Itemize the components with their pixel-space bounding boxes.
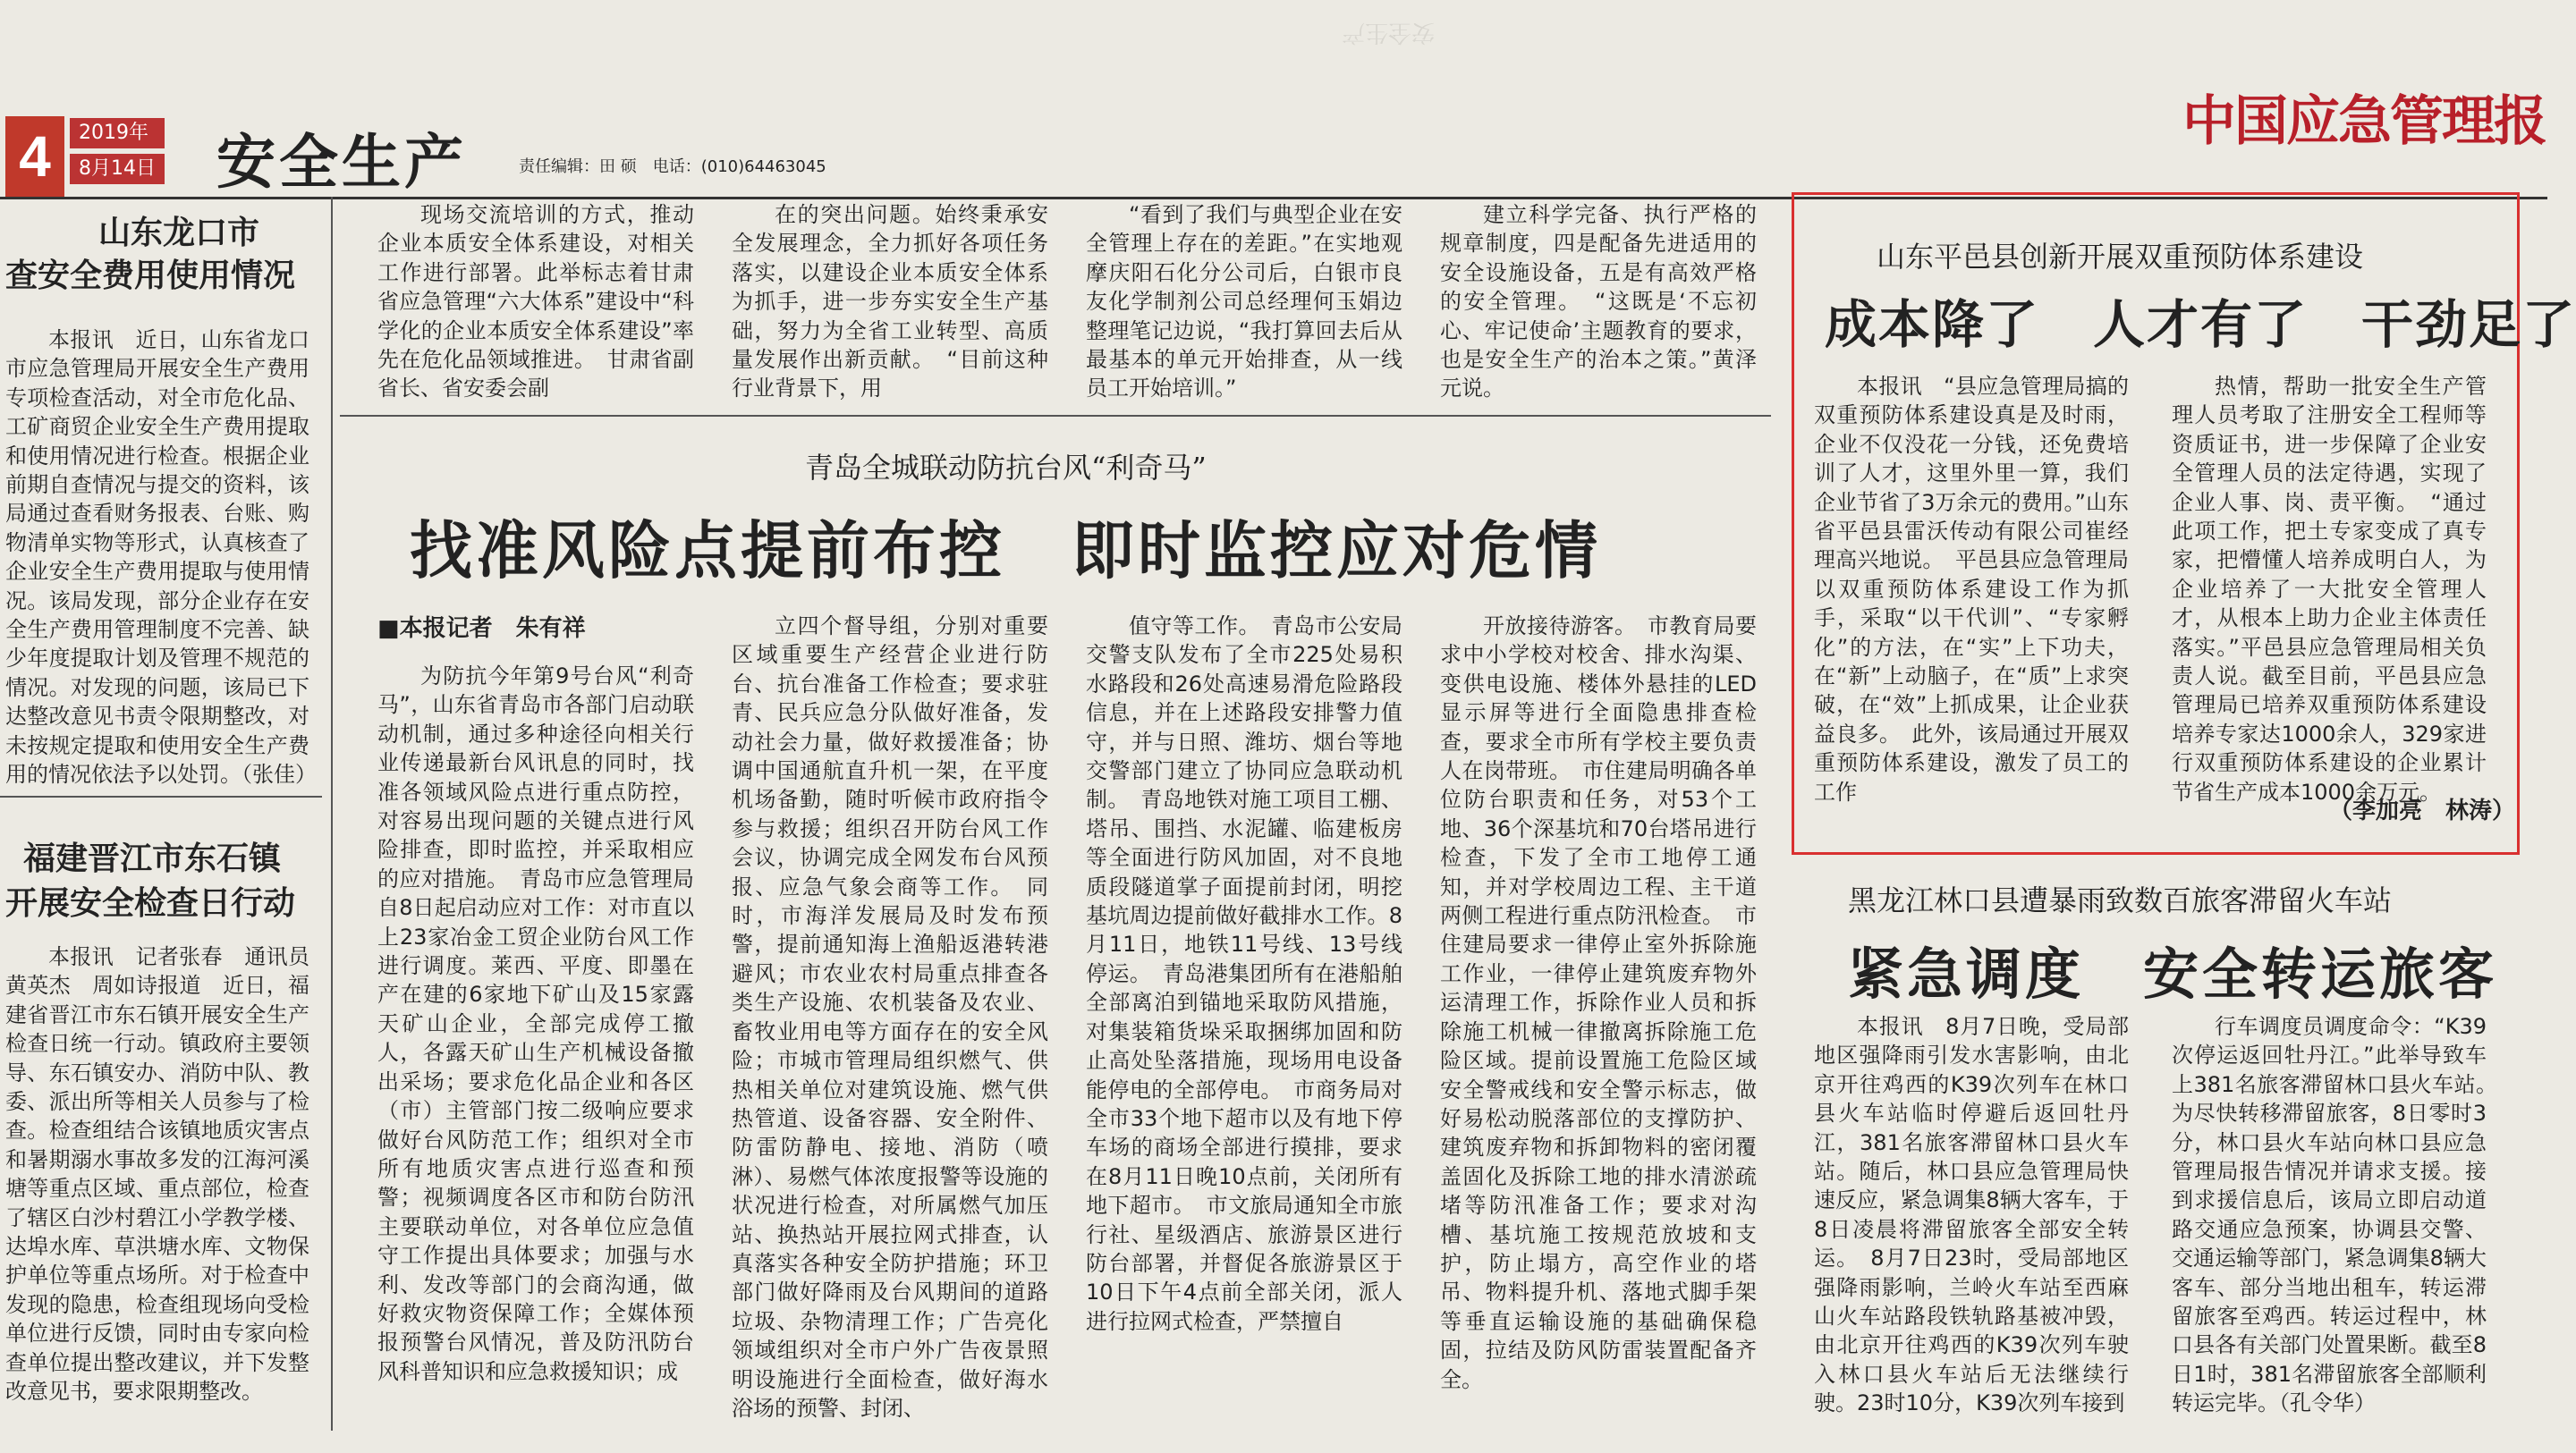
bleed-through-text: 安全生产 <box>1342 19 1436 46</box>
left1-title-line1: 山东龙口市 <box>98 214 260 251</box>
main-col1: 为防抗今年第9号台风“利奇马”，山东省青岛市各部门启动联动机制，通过多种途径向相关行业传递最新台风讯息的同时，找准各领域风险点进行重点防控，对容易出现问题的关键点进行风险排查，即时监控，并采取相应的应对措施。 青岛市应急管理局自8日起启动应对工作：对市直以上23家冶金工贸企业防台风工作进行调度。莱西、平度、即墨在产在建的6家地下矿山及15家露天矿山企业，全部完成停工撤人，各露天矿山生产机械设备撤出采场；要求危化品企业和各区（市）主管部门按二级响应要求做好台风防范工作；组织对全市所有地质灾害点进行巡查和预警；视频调度各区市和防台防汛主要联动单位，对各单位应急值守工作提出具体要求；加强与水利、发改等部门的会商沟通，做好救灾物资保障工作；全媒体预报预警台风情况，普及防汛防台风科普知识和应急救援知识；成 <box>377 663 694 1384</box>
left1-body: 本报讯 近日，山东省龙口市应急管理局开展安全生产费用专项检查活动，对全市危化品、工矿商贸企业安全生产费用提取和使用情况进行检查。根据企业前期自查情况与提交的资料，该局通过查看财务报表、台账、购物清单实物等形式，认真核查了企业安全生产费用提取与使用情况。该局发现，部分企业存在安全生产费用管理制度不完善、缺少年度提取计划及管理不规范的情况。对发现的问题，该局已下达整改意见书责令限期整改，对未按规定提取和使用安全生产费用的情况依法予以处罚。（张佳） <box>5 327 317 788</box>
editor-line: 责任编辑：田 硕 电话：(010)64463045 <box>519 157 826 176</box>
issue-day: 8月14日 <box>70 154 165 184</box>
top-cont-col1: 现场交流培训的方式，推动企业本质安全体系建设，对相关工作进行部署。此举标志着甘肃省应急管理“六大体系”建设中“科学化的企业本质安全体系建设”率先在危化品领域推进。 甘肃省副省长、省安委会副 <box>377 202 694 401</box>
box-col2: 热情，帮助一批安全生产管理人员考取了注册安全工程师等资质证书，进一步保障了企业安全管理人员的法定待遇，实现了企业人事、岗、责平衡。 “通过此项工作，把土专家变成了真专家，把懵懂人培养成明白人，为企业培养了一大批安全管理人才，从根本上助力企业主体责任落实。”平邑县应急管理局相关负责人说。截至目前，平邑县应急管理局已培养双重预防体系建设培养专家达1000余人，329家进行双重预防体系建设的企业累计节省生产成本1000余万元。 <box>2172 374 2487 805</box>
br-col1: 本报讯 8月7日晚，受局部地区强降雨引发水害影响，由北京开往鸡西的K39次列车在林口县火车站临时停避后返回牡丹江，381名旅客滞留林口县火车站。随后，林口县应急管理局快速反应，紧急调集8辆大客车，于8日凌晨将滞留旅客全部安全转运。 8月7日23时，受局部地区强降雨影响，兰岭火车站至西麻山火车站路段铁轨路基被冲毁，由北京开往鸡西的K39次列车驶入林口县火车站后无法继续行驶。23时10分，K39次列车接到 <box>1814 1014 2129 1416</box>
box-kicker: 山东平邑县创新开展双重预防体系建设 <box>1877 240 2364 274</box>
issue-date <box>70 118 165 190</box>
top-cont-col4: 建立科学完备、执行严格的规章制度，四是配备先进适用的安全设施设备，五是有高效严格的安全管理。 “这既是‘不忘初心、牢记使命’主题教育的要求，也是安全生产的治本之策。”黄泽元说。 <box>1440 202 1757 401</box>
br-headline: 紧急调度 安全转运旅客 <box>1848 942 2498 1007</box>
box-col1: 本报讯 “县应急管理局搞的双重预防体系建设真是及时雨，企业不仅没花一分钱，还免费培训了人才，这里外里一算，我们企业节省了3万余元的费用。”山东省平邑县雷沃传动有限公司崔经理高兴地说。 平邑县应急管理局以双重预防体系建设工作为抓手，采取“以干代训”、“专家孵化”的方法，在“实”上下功夫，在“新”上动脑子，在“质”上求突破，在“效”上抓成果，让企业获益良多。 此外，该局通过开展双重预防体系建设，激发了员工的工作 <box>1814 374 2129 805</box>
main-col2: 立四个督导组，分别对重要区域重要生产经营企业进行防台、抗台准备工作检查；要求驻青、民兵应急分队做好准备，发动社会力量，做好救援准备；协调中国通航直升机一架，在平度机场备勤，随时听候市政府指令参与救援；组织召开防台风工作会议，协调完成全网发布台风预报、应急气象会商等工作。 同时，市海洋发展局及时发布预警，提前通知海上渔船返港转港避风；市农业农村局重点排查各类生产设施、农机装备及农业、畜牧业用电等方面存在的安全风险；市城市管理局组织燃气、供热相关单位对建筑设施、燃气供热管道、设备容器、安全附件、防雷防静电、接地、消防（喷淋）、易燃气体浓度报警等设施的状况进行检查，对所属燃气加压站、换热站开展拉网式排查，认真落实各种安全防护措施；环卫部门做好降雨及台风期间的道路垃圾、杂物清理工作；广告亮化领域组织对全市户外广告夜景照明设施进行全面检查，做好海水浴场的预警、封闭、 <box>732 613 1048 1421</box>
br-kicker: 黑龙江林口县遭暴雨致数百旅客滞留火车站 <box>1848 883 2393 917</box>
box-author: （李加亮 林涛） <box>2329 798 2516 824</box>
top-cont-col2: 在的突出问题。始终秉承安全发展理念，全力抓好各项任务落实，以建设企业本质安全体系为抓手，进一步夯实安全生产基础，努力为全省工业转型、高质量发展作出新贡献。 “目前这种行业背景下，用 <box>732 202 1048 401</box>
main-kicker: 青岛全城联动防抗台风“利奇马” <box>805 451 1207 485</box>
main-byline: ■本报记者 朱有祥 <box>377 615 586 642</box>
page-number: 4 <box>5 116 64 197</box>
left2-body: 本报讯 记者张春 通讯员黄英杰 周如诗报道 近日，福建省晋江市东石镇开展安全生产检查日统一行动。镇政府主要领导、东石镇安办、消防中队、教委、派出所等相关人员参与了检查。检查组结合该镇地质灾害点和暑期溺水事故多发的江海河溪塘等重点区域、重点部位，检查了辖区白沙村碧江小学教学楼、达埠水库、草洪塘水库、文物保护单位等重点场所。对于检查中发现的隐患，检查组现场向受检单位进行反馈，同时由专家向检查单位提出整改建议，并下发整改意见书，要求限期整改。 <box>5 944 309 1405</box>
main-col4: 开放接待游客。 市教育局要求中小学校对校舍、排水沟渠、变供电设施、楼体外悬挂的LED显示屏等进行全面隐患排查检查，要求全市所有学校主要负责人在岗带班。 市住建局明确各单位防台职责和任务，对53个工地、36个深基坑和70台塔吊进行检查，下发了全市工地停工通知，并对学校周边工程、主干道两侧工程进行重点防汛检查。 市住建局要求一律停止室外拆除施工作业，一律停止建筑废弃物外运清理工作，拆除作业人员和拆除施工机械一律撤离拆除施工危险区域。提前设置施工危险区域安全警戒线和安全警示标志，做好易松动脱落部位的支撑防护、建筑废弃物和拆卸物料的密闭覆盖固化及拆除工地的排水清淤疏堵等防汛准备工作；要求对沟槽、基坑施工按规范放坡和支护，防止塌方，高空作业的塔吊、物料提升机、落地式脚手架等垂直运输设施的基础确保稳固，拉结及防风防雷装置配备齐全。 <box>1440 613 1757 1392</box>
issue-year: 2019年 <box>70 118 165 148</box>
newspaper-logo: 中国应急管理报 <box>2182 90 2546 153</box>
main-col3: 值守等工作。 青岛市公安局交警支队发布了全市225处易积水路段和26处高速易滑危险路段信息，并在上述路段安排警力值守，并与日照、潍坊、烟台等地交警部门建立了协同应急联动机制。 青岛地铁对施工项目工棚、塔吊、围挡、水泥罐、临建板房等全面进行防风加固，对不良地质段隧道掌子面提前封闭，明挖基坑周边提前做好截排水工作。8月11日，地铁11号线、13号线停运。 青岛港集团所有在港船舶全部离泊到锚地采取防风措施，对集装箱货垛采取捆绑加固和防止高处坠落措施，现场用电设备能停电的全部停电。 市商务局对全市33个地下超市以及有地下停车场的商场全部进行摸排，要求在8月11日晚10点前，关闭所有地下超市。 市文旅局通知全市旅行社、星级酒店、旅游景区进行防台部署，并督促各旅游景区于10日下午4点前全部关闭，派人进行拉网式检查，严禁擅自 <box>1086 613 1402 1334</box>
top-cont-col3: “看到了我们与典型企业在安全管理上存在的差距。”在实地观摩庆阳石化分公司后，白银市良友化学制剂公司总经理何玉娟边整理笔记边说，“我打算回去后从最基本的单元开始排查，从一线员工开始培训。” <box>1086 202 1402 401</box>
divider <box>0 796 322 798</box>
divider <box>340 415 1771 417</box>
column-rule <box>331 197 333 1431</box>
main-headline: 找准风险点提前布控 即时监控应对危情 <box>410 513 1601 587</box>
left2-title-line2: 开展安全检查日行动 <box>5 884 296 922</box>
section-title: 安全生产 <box>216 128 467 197</box>
box-headline: 成本降了 人才有了 干劲足了 <box>1825 294 2576 355</box>
left1-title-line2: 查安全费用使用情况 <box>5 257 296 294</box>
left2-title-line1: 福建晋江市东石镇 <box>23 840 282 877</box>
br-col2: 行车调度员调度命令：“K39次停运返回牡丹江。”此举导致车上381名旅客滞留林口县火车站。 为尽快转移滞留旅客，8日零时3分，林口县火车站向林口县应急管理局报告情况并请求支援。接到求援信息后，该局立即启动道路交通应急预案，协调县交警、交通运输等部门，紧急调集8辆大客车、部分当地出租车，转运滞留旅客至鸡西。转运过程中，林口县各有关部门处置果断。截至8日1时，381名滞留旅客全部顺利转运完毕。（孔令华） <box>2172 1014 2508 1416</box>
